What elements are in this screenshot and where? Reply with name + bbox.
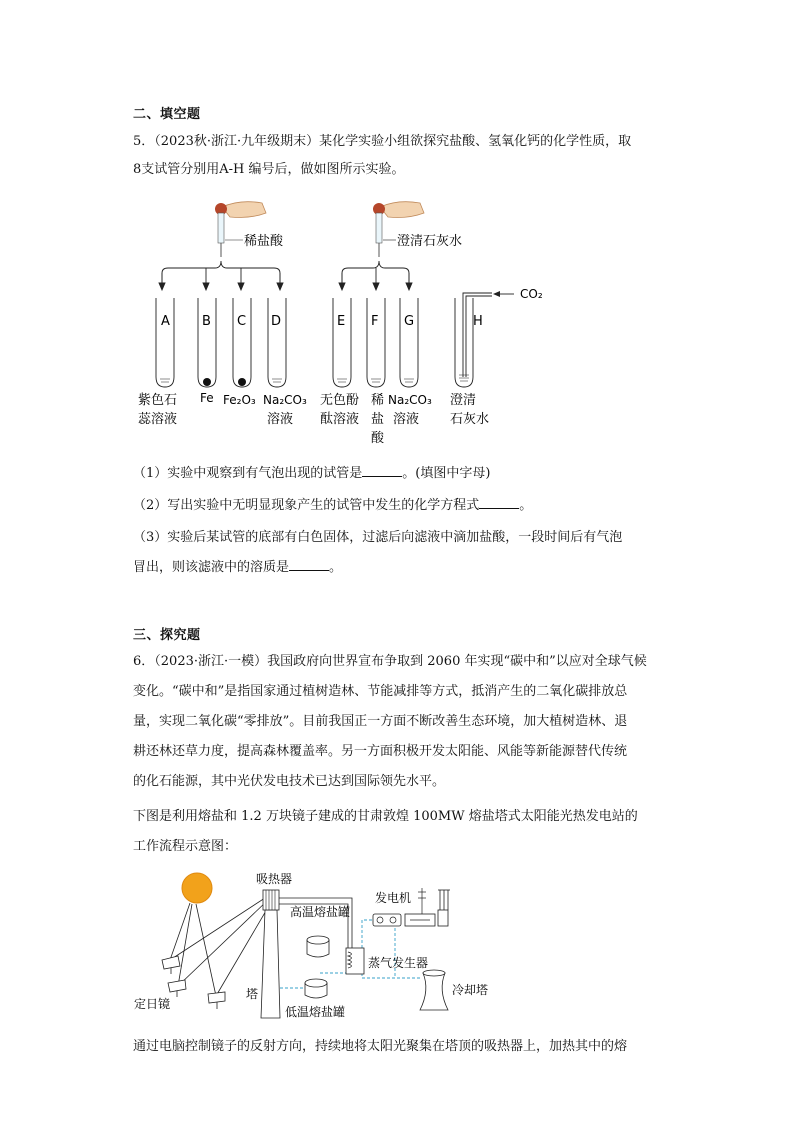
q5-text-line1: 5．（2023秋·浙江·九年级期末）某化学实验小组欲探究盐酸、氢氧化钙的化学性质，取: [133, 134, 632, 149]
q5-experiment-figure: [130, 195, 570, 455]
q6-p3-line1: 通过电脑控制镜子的反射方向，持续地将太阳光聚集在塔顶的吸热器上，加热其中的熔: [133, 1039, 628, 1054]
label-g-line1: Na₂CO₃: [388, 393, 432, 407]
tube-label-g: G: [404, 314, 415, 329]
label-absorber: 吸热器: [256, 872, 293, 886]
arrows-left: [159, 268, 283, 290]
tube-label-e: E: [337, 314, 346, 329]
label-d-line2: 溶液: [267, 412, 294, 427]
tube-label-d: D: [271, 314, 282, 329]
q6-p2-line2: 工作流程示意图：: [133, 839, 238, 854]
section-heading-fill-in: 二、填空题: [133, 107, 201, 122]
tubes-right: [333, 298, 473, 387]
bracket-left: [162, 261, 280, 283]
label-steam-generator: 蒸气发生器: [368, 956, 429, 970]
solar-plant-figure: [130, 868, 510, 1028]
q5-text-line2: 8支试管分别用A-H 编号后，做如图所示实验。: [133, 162, 405, 177]
label-generator: 发电机: [375, 891, 412, 905]
label-e-line2: 酞溶液: [320, 412, 360, 427]
label-a-line2: 蕊溶液: [138, 412, 178, 427]
section-heading-inquiry: 三、探究题: [133, 628, 201, 643]
test-tube-diagram: [130, 195, 570, 455]
cooling-tower-icon: [420, 970, 448, 1010]
q5-sub3-line2: [133, 556, 342, 575]
liquid-marks-right: [337, 375, 469, 382]
tube-label-b: B: [202, 314, 211, 329]
heliostat-icons: [162, 956, 225, 1009]
co2-arrow: [493, 291, 514, 297]
tube-label-c: C: [237, 314, 247, 329]
q5-sub3-text: 冒出，则该滤液中的溶质是: [133, 560, 290, 575]
tubes-left: [156, 298, 286, 387]
steam-generator-icon: [346, 948, 364, 974]
co2-inlet-tube: [463, 293, 492, 377]
label-h-line2: 石灰水: [450, 412, 490, 427]
q6-p1-line2: 变化。“碳中和”是指国家通过植树造林、节能减排等方式，抵消产生的二氧化碳排放总: [133, 684, 628, 699]
q5-sub2-end: 。: [519, 498, 533, 513]
label-cold-tank: 低温熔盐罐: [285, 1005, 346, 1019]
q5-sub2: [133, 494, 532, 513]
iron-oxide-solid: [238, 378, 246, 386]
label-tower: 塔: [246, 987, 259, 1001]
q5-sub2-text: （2）写出实验中无明显现象产生的试管中发生的化学方程式: [133, 498, 480, 513]
label-g-line2: 溶液: [393, 412, 420, 427]
bracket-right: [342, 261, 409, 283]
q5-sub1-text: （1）实验中观察到有气泡出现的试管是: [133, 466, 363, 481]
q6-p1-line4: 耕还林还草力度，提高森林覆盖率。另一方面积极开发太阳能、风能等新能源替代传统: [133, 744, 628, 759]
tube-label-a: A: [161, 314, 170, 329]
reagent-label-hcl: 稀盐酸: [244, 234, 284, 249]
hot-tank-icon: [307, 936, 329, 957]
q6-p2-line1: 下图是利用熔盐和 1.2 万块镜子建成的甘肃敦煌 100MW 熔盐塔式太阳能光热发电站的: [133, 809, 638, 824]
label-c: Fe₂O₃: [223, 393, 256, 407]
q6-p1-line3: 量，实现二氧化碳“零排放”。目前我国正一方面不断改善生态环境，加大植树造林、退: [133, 714, 628, 729]
q5-sub1-end: 。(填图中字母): [402, 466, 491, 481]
q5-sub1: [133, 462, 490, 481]
answer-blank-3[interactable]: [289, 558, 329, 571]
label-e-line1: 无色酚: [320, 393, 360, 408]
label-hot-tank: 高温熔盐罐: [290, 905, 351, 919]
q6-p1-line1: 6．（2023·浙江·一模）我国政府向世界宣布争取到 2060 年实现“碳中和”以应对全球气候: [133, 654, 647, 669]
q6-p1-line5: 的化石能源，其中光伏发电技术已达到国际领先水平。: [133, 774, 446, 789]
label-d-line1: Na₂CO₃: [263, 393, 307, 407]
label-h-line1: 澄清: [450, 393, 477, 408]
solar-plant-diagram: [130, 868, 510, 1028]
reagent-label-limewater: 澄清石灰水: [397, 234, 463, 249]
iron-solid: [203, 378, 211, 386]
label-b: Fe: [200, 391, 214, 405]
arrows-right: [339, 268, 412, 290]
label-f-line3: 酸: [371, 431, 385, 446]
q5-sub3-line1: （3）实验后某试管的底部有白色固体，过滤后向滤液中滴加盐酸，一段时间后有气泡: [133, 530, 623, 545]
tube-label-h: H: [473, 314, 483, 329]
label-f-line1: 稀: [371, 393, 385, 408]
label-f-line2: 盐: [371, 412, 385, 427]
answer-blank-2[interactable]: [479, 496, 519, 509]
tube-label-f: F: [371, 314, 379, 329]
q5-sub3-end: 。: [329, 560, 343, 575]
co2-label: CO₂: [520, 287, 543, 301]
label-a-line1: 紫色石: [138, 393, 178, 408]
cold-tank-icon: [305, 979, 327, 998]
label-heliostat: 定日镜: [134, 997, 171, 1011]
label-cooling-tower: 冷却塔: [452, 983, 489, 997]
answer-blank-1[interactable]: [362, 464, 402, 477]
sun-icon: [182, 873, 212, 903]
liquid-marks-left: [160, 379, 282, 382]
tower-icon: [261, 890, 280, 1018]
